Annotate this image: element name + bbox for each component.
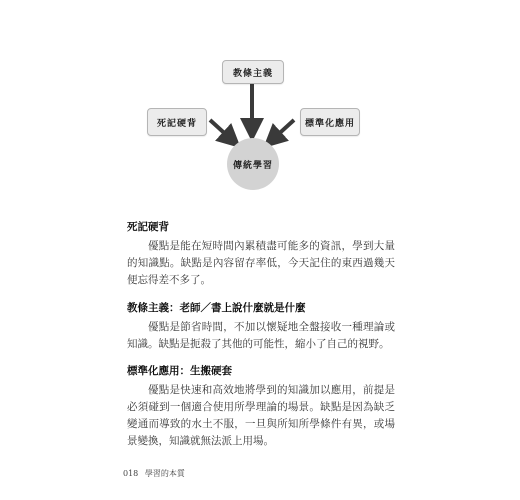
- chapter-title: 學習的本質: [144, 469, 185, 478]
- arrow-left: [210, 120, 232, 140]
- section-body: 優點是能在短時間內累積盡可能多的資訊，學到大量的知識點。缺點是內容留存率低，今天記住的東西過幾天便忘得差不多了。: [127, 240, 395, 286]
- page-number: 018: [123, 469, 139, 478]
- section-heading: 死記硬背: [127, 221, 169, 233]
- traditional-learning-circle: 傳統學習: [227, 138, 279, 190]
- learning-diagram: [0, 0, 520, 200]
- section-rote-memorization: [127, 219, 395, 289]
- section-body: 優點是節省時間，不加以懷疑地全盤接收一種理論或知識。缺點是扼殺了其他的可能性，縮小了自己的視野。: [127, 321, 395, 350]
- section-heading: 教條主義：老師／書上說什麼就是什麼: [127, 302, 306, 314]
- section-heading: 標準化應用：生搬硬套: [127, 365, 232, 377]
- section-dogmatism: [127, 300, 395, 353]
- page-footer: [123, 468, 189, 479]
- rote-memorization-box: 死記硬背: [147, 108, 207, 136]
- dogmatism-box: 教條主義: [222, 60, 284, 84]
- arrow-right: [272, 120, 294, 140]
- standardized-application-box: 標準化應用: [300, 108, 360, 136]
- section-body: 優點是快速和高效地將學到的知識加以應用，前提是必須碰到一個適合使用所學理論的場景。缺點是因為缺乏變通而導致的水土不服，一旦與所知所學條件有異，或場景變換，知識就無法派上用場。: [127, 384, 395, 447]
- section-standardized-application: [127, 363, 395, 450]
